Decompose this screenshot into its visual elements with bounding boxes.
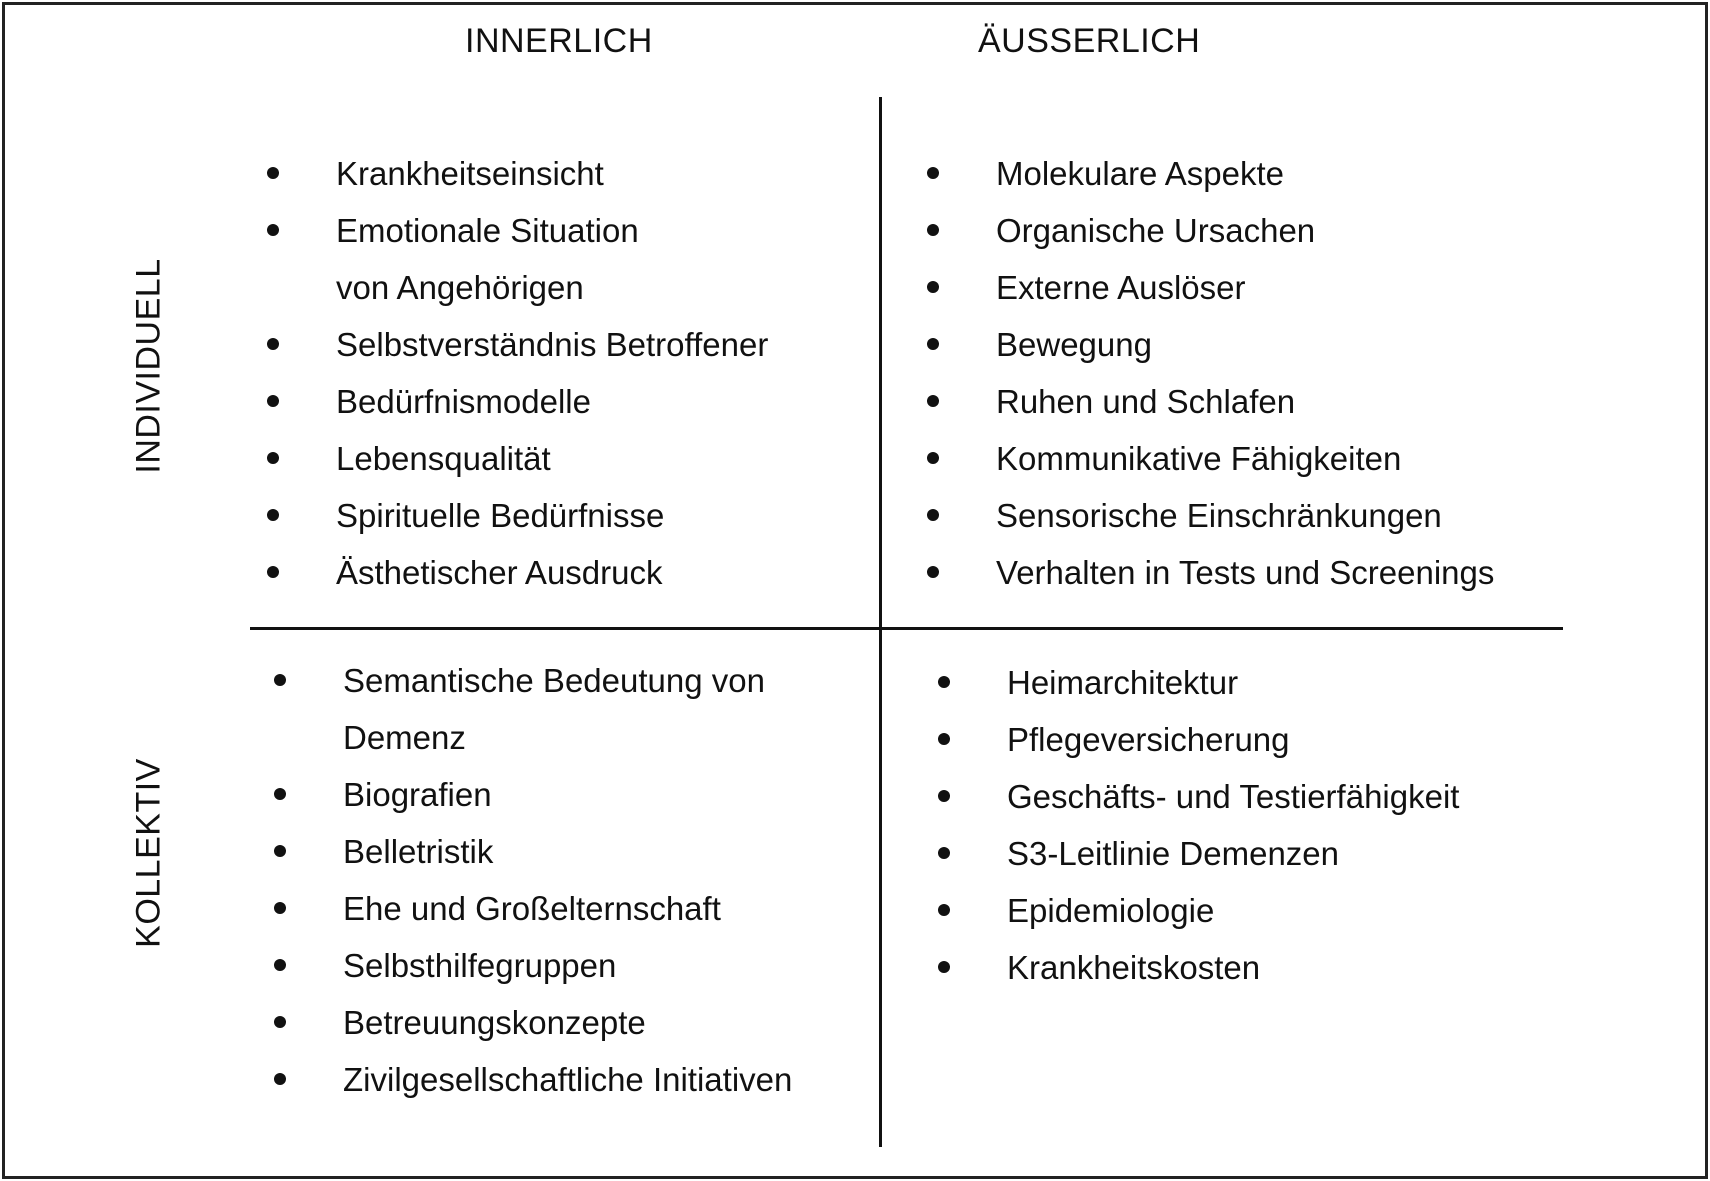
list-item (267, 544, 768, 601)
bullet-icon (927, 281, 939, 293)
bullet-icon (938, 676, 950, 688)
list-item (274, 937, 792, 994)
list-item-label: Verhalten in Tests und Screenings (996, 554, 1495, 591)
list-item (938, 882, 1459, 939)
list-item (938, 654, 1459, 711)
quadrant-individual-outer (927, 145, 1494, 601)
column-header-innerlich: INNERLICH (465, 22, 653, 60)
list-item (274, 880, 792, 937)
list-item-label: Belletristik (343, 833, 494, 870)
list-item (938, 768, 1459, 825)
list-item (267, 430, 768, 487)
list-item-label: Geschäfts- und Testierfähigkeit (1007, 778, 1460, 815)
column-header-aeusserlich: ÄUSSERLICH (978, 22, 1201, 60)
bullet-icon (938, 961, 950, 973)
bullet-icon (938, 733, 950, 745)
bullet-icon (267, 224, 279, 236)
list-item-label: Kommunikative Fähigkeiten (996, 440, 1402, 477)
bullet-icon (274, 788, 286, 800)
list-item (938, 939, 1459, 996)
list-item-label: S3-Leitlinie Demenzen (1007, 835, 1340, 872)
list-item (267, 202, 768, 316)
list-item (274, 766, 792, 823)
vertical-divider (879, 97, 882, 1147)
bullet-icon (927, 566, 939, 578)
list-item (267, 487, 768, 544)
bullet-icon (938, 847, 950, 859)
bullet-icon (927, 452, 939, 464)
bullet-icon (274, 1016, 286, 1028)
list-item (267, 316, 768, 373)
row-header-kollektiv: KOLLEKTIV (129, 758, 168, 948)
list-item (927, 202, 1494, 259)
horizontal-divider (250, 627, 1563, 630)
list-item (927, 145, 1494, 202)
bullet-icon (267, 395, 279, 407)
list-item (267, 373, 768, 430)
list-item (274, 652, 792, 766)
bullet-icon (267, 167, 279, 179)
list-item-label: Ehe und Großelternschaft (343, 890, 721, 927)
list-item-label: Sensorische Einschränkungen (996, 497, 1442, 534)
list-item-label: Krankheitseinsicht (336, 155, 604, 192)
list-item-label: Epidemiologie (1007, 892, 1215, 929)
bullet-icon (274, 674, 286, 686)
list-item-label: Bewegung (996, 326, 1152, 363)
list-item-label: Heimarchitektur (1007, 664, 1239, 701)
row-header-individuell: INDIVIDUELL (129, 258, 168, 474)
bullet-icon (927, 167, 939, 179)
bullet-icon (267, 338, 279, 350)
list-item (927, 373, 1494, 430)
list-item (274, 994, 792, 1051)
bullet-icon (274, 959, 286, 971)
bullet-icon (267, 566, 279, 578)
list-item (274, 1051, 792, 1108)
list-item (267, 145, 768, 202)
bullet-icon (927, 338, 939, 350)
bullet-icon (938, 904, 950, 916)
bullet-icon (267, 509, 279, 521)
list-item (927, 544, 1494, 601)
list-item (938, 825, 1459, 882)
quadrant-collective-outer (938, 654, 1459, 996)
list-item-label: Lebensqualität (336, 440, 551, 477)
list-item-label: Betreuungskonzepte (343, 1004, 646, 1041)
list-item-label: Spirituelle Bedürfnisse (336, 497, 665, 534)
list-item-label: Molekulare Aspekte (996, 155, 1284, 192)
list-item (274, 823, 792, 880)
list-item-label: Pflegeversicherung (1007, 721, 1290, 758)
list-item (927, 487, 1494, 544)
list-item (938, 711, 1459, 768)
quadrant-individual-inner (267, 145, 768, 601)
bullet-icon (274, 902, 286, 914)
bullet-icon (274, 1073, 286, 1085)
quadrant-collective-inner (274, 652, 792, 1108)
list-item (927, 430, 1494, 487)
bullet-icon (267, 452, 279, 464)
list-item-label: Emotionale Situation von Angehörigen (336, 212, 639, 306)
list-item-label: Semantische Bedeutung von Demenz (343, 662, 765, 756)
bullet-icon (927, 224, 939, 236)
list-item-label: Ästhetischer Ausdruck (336, 554, 663, 591)
list-item (927, 316, 1494, 373)
list-item-label: Organische Ursachen (996, 212, 1316, 249)
bullet-icon (927, 509, 939, 521)
list-item (927, 259, 1494, 316)
list-item-label: Biografien (343, 776, 492, 813)
list-item-label: Krankheitskosten (1007, 949, 1261, 986)
list-item-label: Bedürfnismodelle (336, 383, 591, 420)
list-item-label: Ruhen und Schlafen (996, 383, 1296, 420)
bullet-icon (927, 395, 939, 407)
list-item-label: Externe Auslöser (996, 269, 1246, 306)
list-item-label: Selbsthilfegruppen (343, 947, 617, 984)
bullet-icon (938, 790, 950, 802)
list-item-label: Zivilgesellschaftliche Initiativen (343, 1061, 793, 1098)
list-item-label: Selbstverständnis Betroffener (336, 326, 769, 363)
bullet-icon (274, 845, 286, 857)
